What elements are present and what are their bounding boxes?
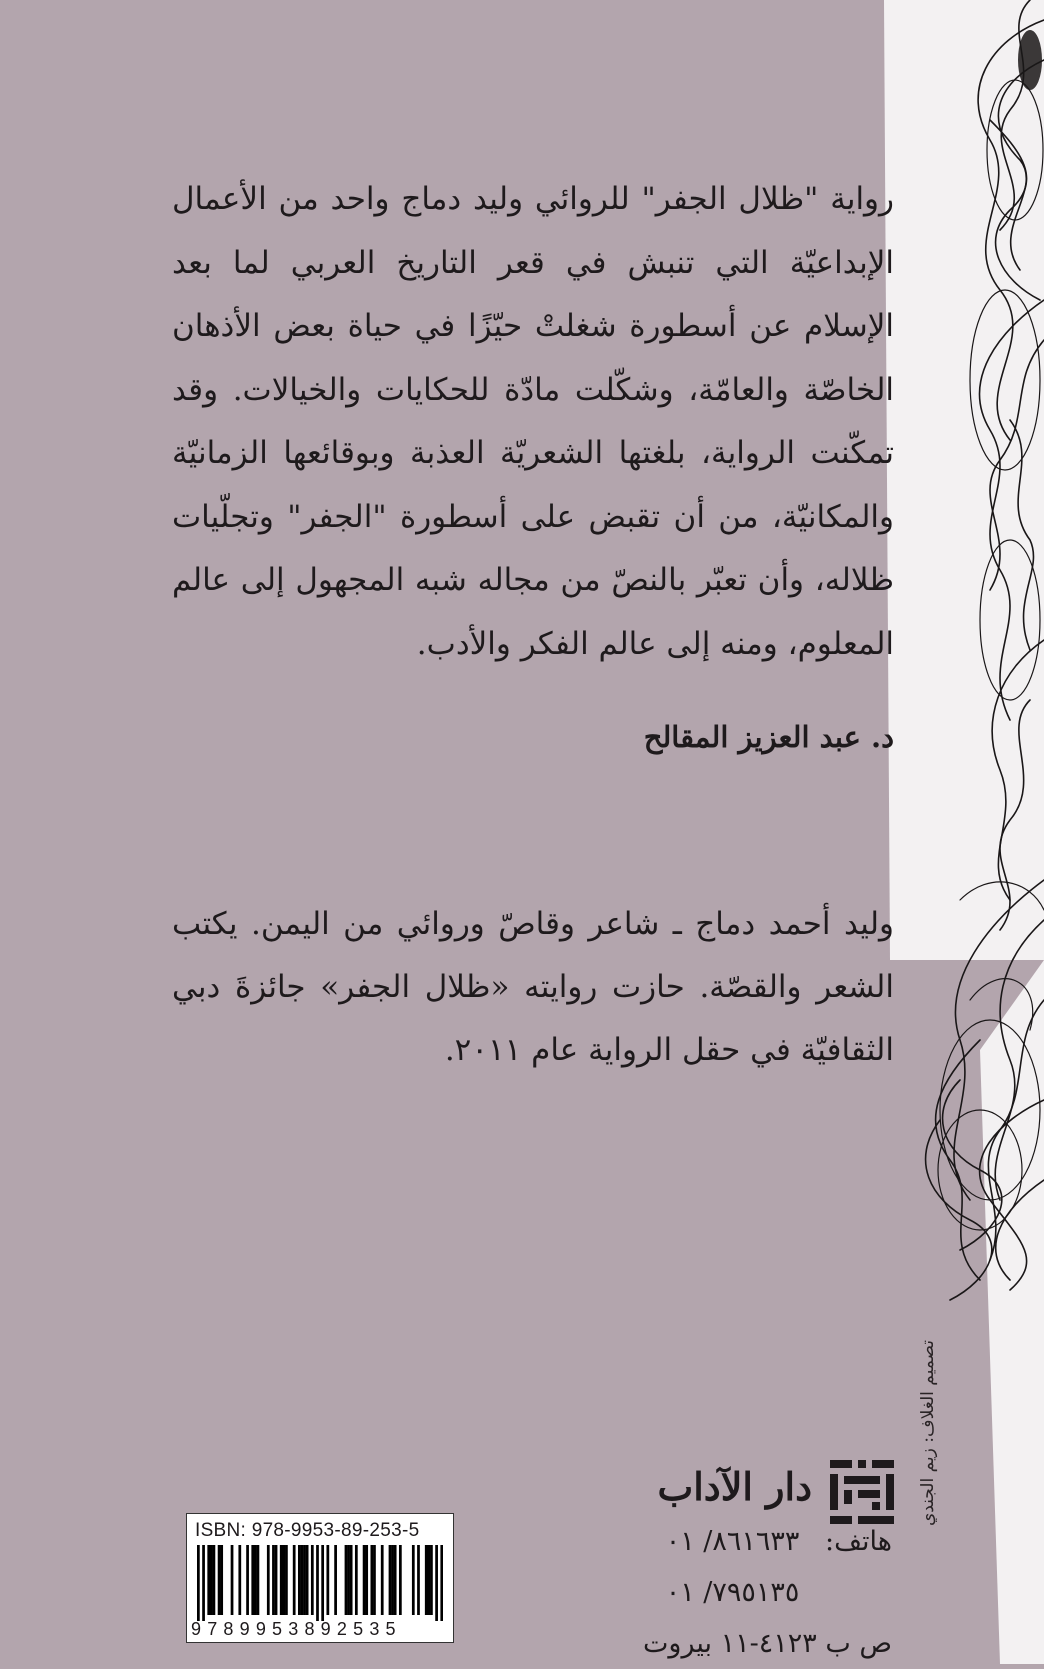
barcode-bar: [246, 1545, 249, 1615]
barcode-bar: [231, 1545, 234, 1615]
isbn-number: ISBN: 978-9953-89-253-5: [195, 1520, 420, 1541]
barcode-bar: [293, 1545, 296, 1615]
barcode-bar: [316, 1545, 319, 1621]
publisher-contact: [560, 1516, 892, 1669]
barcode-bar: [417, 1545, 420, 1615]
barcode-bar: [355, 1545, 358, 1615]
barcode-bar: [425, 1545, 428, 1615]
barcode-bar: [280, 1545, 283, 1615]
barcode-bar: [350, 1545, 353, 1615]
barcode-bar: [399, 1545, 402, 1615]
barcode-bar: [430, 1545, 433, 1615]
barcode-bar: [257, 1545, 260, 1615]
barcode-bar: [321, 1545, 324, 1621]
phone-line-1: [560, 1516, 892, 1567]
barcode-bar: [306, 1545, 309, 1615]
ean-digits: 9789953892535: [191, 1619, 402, 1639]
barcode-bars: [197, 1545, 443, 1621]
barcode-bar: [272, 1545, 275, 1615]
barcode-bar: [275, 1545, 278, 1615]
barcode-bar: [427, 1545, 430, 1615]
blurb-text: رواية "ظلال الجفر" للروائي وليد دماج واحد من الأعمال الإبداعيّة التي تنبش في قعر التاريخ العربي لما بعد الإسلام عن أسطورة شغلتْ حيّزًا في حياة بعض الأذهان الخاصّة والعامّة، وشكّلت مادّة للحكايات والخيالات. وقد تمكّنت الرواية، بلغتها الشعريّة العذبة وبوقائعها الزمانيّة والمكانيّة، من أن تقبض على أسطورة "الجفر" وتجلّيات ظلاله، وأن تعبّر بالنصّ من مجاله شبه المجهول إلى عالم المعلوم، ومنه إلى عالم الفكر والأدب.: [172, 181, 894, 662]
cover-design-credit: تصميم الغلاف: زيم الجندي: [918, 1340, 938, 1527]
phone-line-2: [560, 1567, 892, 1618]
barcode-bar: [285, 1545, 288, 1615]
barcode-bar: [365, 1545, 368, 1615]
barcode-bar: [220, 1545, 223, 1615]
barcode-bar: [334, 1545, 337, 1615]
barcode-bar: [311, 1545, 314, 1615]
barcode-bar: [326, 1545, 329, 1615]
barcode-bar: [298, 1545, 301, 1615]
barcode-bar: [210, 1545, 213, 1615]
barcode-bar: [363, 1545, 366, 1615]
barcode-bar: [389, 1545, 392, 1615]
barcode-bar: [238, 1545, 241, 1615]
author-bio: وليد أحمد دماج ـ شاعر وقاصّ وروائي من اليمن. يكتب الشعر والقصّة. حازت روايته «ظلال الجفر» جائزةَ دبي الثقافيّة في حقل الرواية عام ٢٠١١.: [172, 906, 894, 1068]
barcode-bar: [213, 1545, 216, 1615]
isbn-barcode: [186, 1513, 454, 1643]
barcode-bar: [267, 1545, 270, 1615]
blurb-signature: د. عبد العزيز المقالح: [643, 720, 894, 754]
barcode-bar: [202, 1545, 205, 1621]
barcode-bar: [345, 1545, 348, 1615]
barcode-bar: [197, 1545, 200, 1621]
barcode-bar: [282, 1545, 285, 1615]
barcode-bar: [391, 1545, 394, 1615]
barcode-bar: [381, 1545, 384, 1615]
barcode-bar: [394, 1545, 397, 1615]
barcode-bar: [218, 1545, 221, 1615]
barcode-bar: [301, 1545, 304, 1615]
barcode-bar: [370, 1545, 373, 1615]
barcode-bar: [412, 1545, 415, 1615]
barcode-bar: [254, 1545, 257, 1615]
barcode-bar: [435, 1545, 438, 1621]
scribble-illustration: [884, 0, 1044, 1664]
phone-number-1: ٨٦١٦٣٣/ ٠١: [665, 1526, 800, 1557]
phone-label: هاتف:: [824, 1526, 892, 1557]
barcode-bar: [303, 1545, 306, 1615]
postal-address: ص ب ٤١٢٣-١١ بيروت: [643, 1628, 892, 1659]
barcode-bar: [207, 1545, 210, 1615]
barcode-bar: [373, 1545, 376, 1615]
barcode-bar: [347, 1545, 350, 1615]
phone-number-2: ٧٩٥١٣٥/ ٠١: [665, 1577, 800, 1608]
barcode-bar: [440, 1545, 443, 1621]
barcode-bar: [251, 1545, 254, 1615]
publisher-name: دار الآداب: [657, 1464, 812, 1509]
